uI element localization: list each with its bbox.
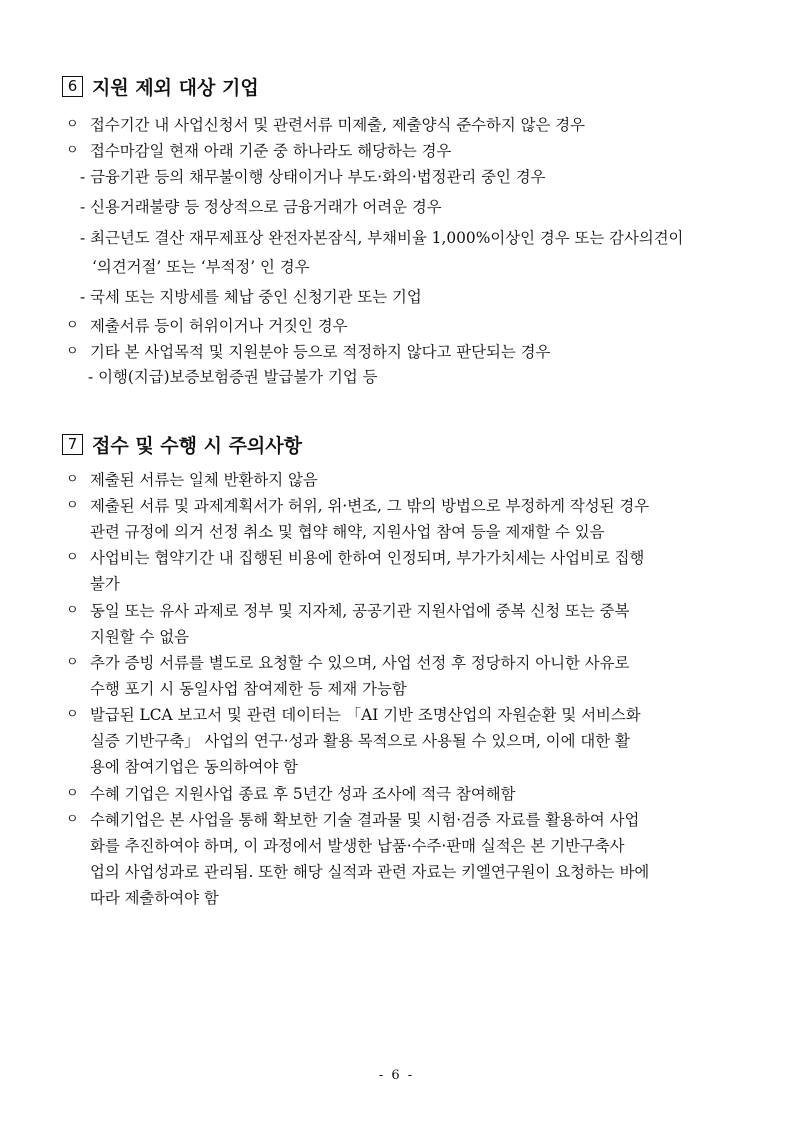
list-item-continuation: 업의 사업성과로 관리됨. 또한 해당 실적과 관련 자료는 키엘연구원이 요청하는 바에 xyxy=(90,863,650,881)
bullet-marker: ㅇ xyxy=(66,143,79,158)
bullet-marker: ㅇ xyxy=(66,117,79,132)
bullet-marker: ㅇ xyxy=(66,812,79,827)
list-item: 제출서류 등이 허위이거나 거짓인 경우 xyxy=(90,317,348,335)
sub-list-item-continuation: ‘의견거절’ 또는 ‘부적정’ 인 경우 xyxy=(92,258,310,276)
bullet-marker: ㅇ xyxy=(66,655,79,670)
list-item-continuation: 따라 제출하여야 함 xyxy=(90,889,219,907)
list-item: 접수마감일 현재 아래 기준 중 하나라도 해당하는 경우 xyxy=(90,142,452,160)
list-item: 제출된 서류 및 과제계획서가 허위, 위·변조, 그 밖의 방법으로 부정하게 작성된 경우 xyxy=(90,497,650,515)
list-item-continuation: 수행 포기 시 동일사업 참여제한 등 제재 가능함 xyxy=(90,680,407,698)
bullet-marker: ㅇ xyxy=(66,550,79,565)
bullet-marker: ㅇ xyxy=(66,707,79,722)
list-item-continuation: 관련 규정에 의거 선정 취소 및 협약 해약, 지원사업 참여 등을 제재할 수 있음 xyxy=(90,523,605,541)
sub-list-item: - 국세 또는 지방세를 체납 중인 신청기관 또는 기업 xyxy=(80,288,422,306)
list-item: 기타 본 사업목적 및 지원분야 등으로 적정하지 않다고 판단되는 경우 xyxy=(90,343,551,361)
sub-list-item: - 이행(지급)보증보험증권 발급불가 기업 등 xyxy=(88,368,378,386)
sub-list-item: - 신용거래불량 등 정상적으로 금융거래가 어려운 경우 xyxy=(80,198,442,216)
list-item-continuation: 실증 기반구축」 사업의 연구·성과 활용 목적으로 사용될 수 있으며, 이에 대한 활 xyxy=(90,732,630,750)
list-item: 추가 증빙 서류를 별도로 요청할 수 있으며, 사업 선정 후 정당하지 아니한 사유로 xyxy=(90,654,630,672)
sub-list-item: - 금융기관 등의 채무불이행 상태이거나 부도·화의·법정관리 중인 경우 xyxy=(80,168,546,186)
sub-list-item: - 최근년도 결산 재무제표상 완전자본잠식, 부채비율 1,000%이상인 경우 또는 감사의견이 xyxy=(80,229,684,247)
list-item-continuation: 지원할 수 없음 xyxy=(90,628,189,646)
section-7-heading xyxy=(62,431,302,458)
list-item-continuation: 화를 추진하여야 하며, 이 과정에서 발생한 납품·수주·판매 실적은 본 기반구축사 xyxy=(90,837,625,855)
bullet-marker: ㅇ xyxy=(66,603,79,618)
section-title: 지원 제외 대상 기업 xyxy=(92,77,259,99)
bullet-marker: ㅇ xyxy=(66,318,79,333)
list-item: 발급된 LCA 보고서 및 관련 데이터는 「AI 기반 조명산업의 자원순환 및 서비스화 xyxy=(90,706,641,724)
list-item-continuation: 용에 참여기업은 동의하여야 함 xyxy=(90,758,298,776)
list-item: 제출된 서류는 일체 반환하지 않음 xyxy=(90,471,318,489)
list-item: 접수기간 내 사업신청서 및 관련서류 미제출, 제출양식 준수하지 않은 경우 xyxy=(90,116,585,134)
section-number-box: 7 xyxy=(62,434,83,455)
list-item: 수혜 기업은 지원사업 종료 후 5년간 성과 조사에 적극 참여해함 xyxy=(90,785,516,803)
section-number-box: 6 xyxy=(62,76,83,97)
bullet-marker: ㅇ xyxy=(66,786,79,801)
bullet-marker: ㅇ xyxy=(66,472,79,487)
list-item-continuation: 불가 xyxy=(90,575,120,593)
list-item: 수혜기업은 본 사업을 통해 확보한 기술 결과물 및 시험·검증 자료를 활용하여 사업 xyxy=(90,811,640,829)
bullet-marker: ㅇ xyxy=(66,498,79,513)
list-item: 사업비는 협약기간 내 집행된 비용에 한하여 인정되며, 부가가치세는 사업비로 집행 xyxy=(90,549,645,567)
list-item: 동일 또는 유사 과제로 정부 및 지자체, 공공기관 지원사업에 중복 신청 또는 중복 xyxy=(90,602,630,620)
bullet-marker: ㅇ xyxy=(66,344,79,359)
page-number: - 6 - xyxy=(378,1068,415,1083)
section-6-heading xyxy=(62,73,259,100)
section-title: 접수 및 수행 시 주의사항 xyxy=(92,435,302,457)
